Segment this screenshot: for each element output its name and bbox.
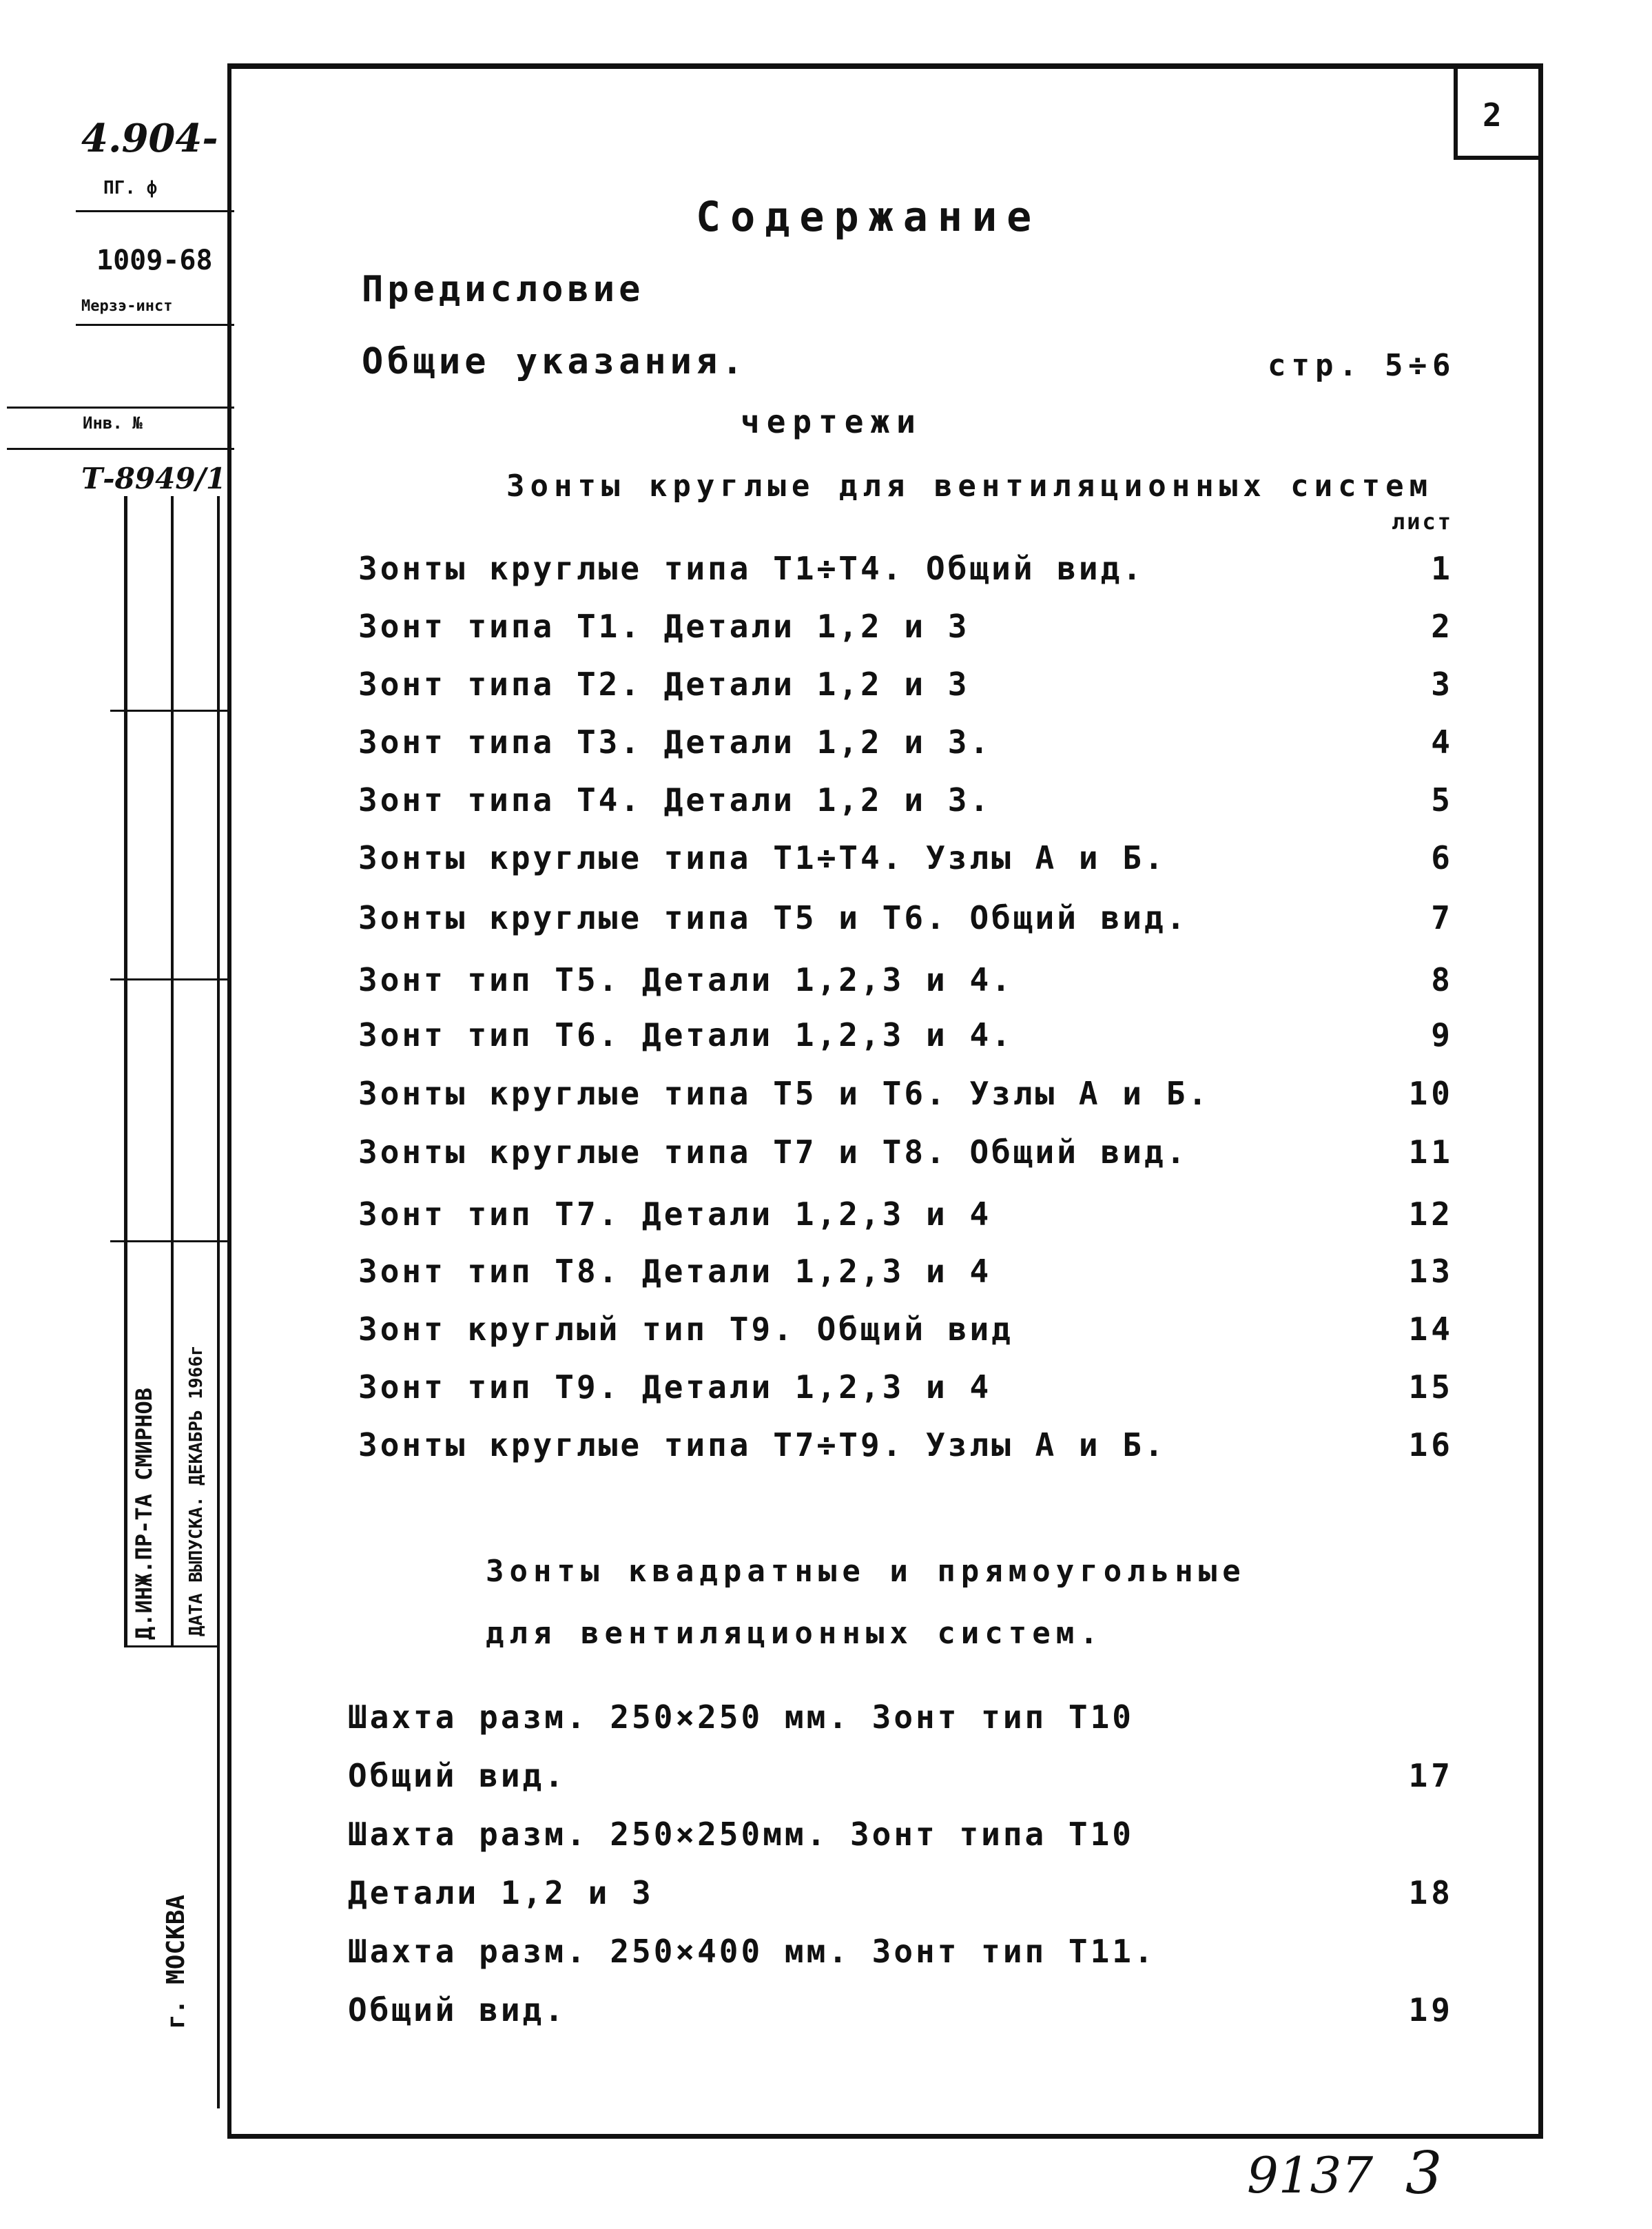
stamp-column-line bbox=[171, 496, 174, 1647]
list-item-sheet: 11 bbox=[1408, 1133, 1454, 1171]
stamp-inventory-handwritten: 4.904- bbox=[81, 116, 218, 161]
list-item-text: Общий вид. bbox=[348, 1757, 566, 1794]
stamp-label-inv: Инв. № bbox=[83, 413, 143, 433]
list-item-sheet: 13 bbox=[1408, 1253, 1454, 1290]
list-item-sheet: 12 bbox=[1408, 1195, 1454, 1233]
list-item-text: Зонт типа Т3. Детали 1,2 и 3. bbox=[358, 723, 992, 761]
list-item-text: Зонты круглые типа Т7 и Т8. Общий вид. bbox=[358, 1133, 1188, 1171]
footer-page: 3 bbox=[1405, 2139, 1443, 2207]
list-item-text: Шахта разм. 250×400 мм. Зонт тип Т11. bbox=[348, 1933, 1156, 1970]
list-item-text: Зонты круглые типа Т5 и Т6. Узлы А и Б. bbox=[358, 1075, 1210, 1112]
drawings-heading: чертежи bbox=[741, 403, 922, 440]
list-item-text: Зонт типа Т1. Детали 1,2 и 3 bbox=[358, 608, 970, 645]
list-item-sheet: 2 bbox=[1431, 608, 1454, 645]
stamp-divider bbox=[110, 710, 231, 712]
section1-heading: Зонты круглые для вентиляционных систем bbox=[506, 469, 1434, 504]
stamp-inv-number: Т-8949/1 bbox=[81, 462, 227, 495]
list-item-sheet: 18 bbox=[1408, 1874, 1454, 1911]
list-item-text: Зонт тип Т6. Детали 1,2,3 и 4. bbox=[358, 1016, 1013, 1054]
document-title: Содержание bbox=[696, 193, 1042, 241]
list-item-text: Шахта разм. 250×250 мм. Зонт тип Т10 bbox=[348, 1698, 1134, 1736]
sheet-column-label: лист bbox=[1392, 509, 1454, 535]
list-item-text: Зонт тип Т5. Детали 1,2,3 и 4. bbox=[358, 961, 1013, 998]
list-item-sheet: 8 bbox=[1431, 961, 1454, 998]
list-item-sheet: 1 bbox=[1431, 550, 1454, 587]
stamp-vertical-1: Д.ИНЖ.ПР-ТА СМИРНОВ bbox=[131, 1387, 157, 1640]
list-item-text: Общий вид. bbox=[348, 1991, 566, 2028]
stamp-label-2: Мерзэ-инст bbox=[81, 298, 173, 315]
stamp-divider bbox=[76, 324, 234, 326]
list-item-sheet: 3 bbox=[1431, 666, 1454, 703]
footer-code: 9137 bbox=[1247, 2146, 1374, 2204]
section2-heading-line2: для вентиляционных систем. bbox=[486, 1616, 1104, 1651]
list-item-sheet: 15 bbox=[1408, 1368, 1454, 1406]
stamp-label-1: ПГ. ф bbox=[103, 178, 158, 198]
list-item-sheet: 14 bbox=[1408, 1311, 1454, 1348]
general-pages-label: стр. bbox=[1268, 348, 1363, 383]
stamp-divider bbox=[7, 407, 234, 409]
stamp-column-line bbox=[217, 496, 220, 2108]
list-item-text: Зонты круглые типа Т5 и Т6. Общий вид. bbox=[358, 899, 1188, 936]
sheet-number: 2 bbox=[1483, 96, 1502, 134]
list-item-sheet: 7 bbox=[1431, 899, 1454, 936]
list-item-text: Зонт тип Т9. Детали 1,2,3 и 4 bbox=[358, 1368, 992, 1406]
list-item-text: Зонты круглые типа Т7÷Т9. Узлы А и Б. bbox=[358, 1426, 1166, 1463]
section2-heading-line1: Зонты квадратные и прямоугольные bbox=[486, 1554, 1246, 1589]
list-item-sheet: 10 bbox=[1408, 1075, 1454, 1112]
general-pages: 5÷6 bbox=[1385, 348, 1456, 383]
list-item-text: Зонты круглые типа Т1÷Т4. Узлы А и Б. bbox=[358, 839, 1166, 876]
stamp-code: 1009-68 bbox=[96, 245, 213, 276]
stamp-divider bbox=[110, 1240, 231, 1242]
list-item-text: Зонт тип Т8. Детали 1,2,3 и 4 bbox=[358, 1253, 992, 1290]
list-item-text: Зонт тип Т7. Детали 1,2,3 и 4 bbox=[358, 1195, 992, 1233]
stamp-divider bbox=[124, 1645, 217, 1647]
list-item-sheet: 4 bbox=[1431, 723, 1454, 761]
list-item-sheet: 17 bbox=[1408, 1757, 1454, 1794]
stamp-divider bbox=[110, 978, 231, 980]
list-item-text: Зонт круглый тип Т9. Общий вид bbox=[358, 1311, 1013, 1348]
stamp-divider bbox=[76, 210, 234, 212]
stamp-column-line bbox=[124, 496, 127, 1647]
list-item-sheet: 6 bbox=[1431, 839, 1454, 876]
list-item-sheet: 9 bbox=[1431, 1016, 1454, 1054]
list-item-sheet: 19 bbox=[1408, 1991, 1454, 2028]
list-item-text: Зонт типа Т4. Детали 1,2 и 3. bbox=[358, 781, 992, 819]
list-item-text: Зонты круглые типа Т1÷Т4. Общий вид. bbox=[358, 550, 1144, 587]
stamp-divider bbox=[7, 448, 234, 450]
list-item-text: Детали 1,2 и 3 bbox=[348, 1874, 654, 1911]
list-item-sheet: 5 bbox=[1431, 781, 1454, 819]
list-item-text: Шахта разм. 250×250мм. Зонт типа Т10 bbox=[348, 1816, 1134, 1853]
stamp-vertical-3: г. МОСКВА bbox=[162, 1894, 190, 2029]
general-instructions: Общие указания. bbox=[362, 341, 747, 382]
list-item-text: Зонт типа Т2. Детали 1,2 и 3 bbox=[358, 666, 970, 703]
stamp-vertical-2: ДАТА ВЫПУСКА. ДЕКАБРЬ 1966г bbox=[186, 1345, 207, 1636]
preface: Предисловие bbox=[362, 269, 645, 310]
list-item-sheet: 16 bbox=[1408, 1426, 1454, 1463]
